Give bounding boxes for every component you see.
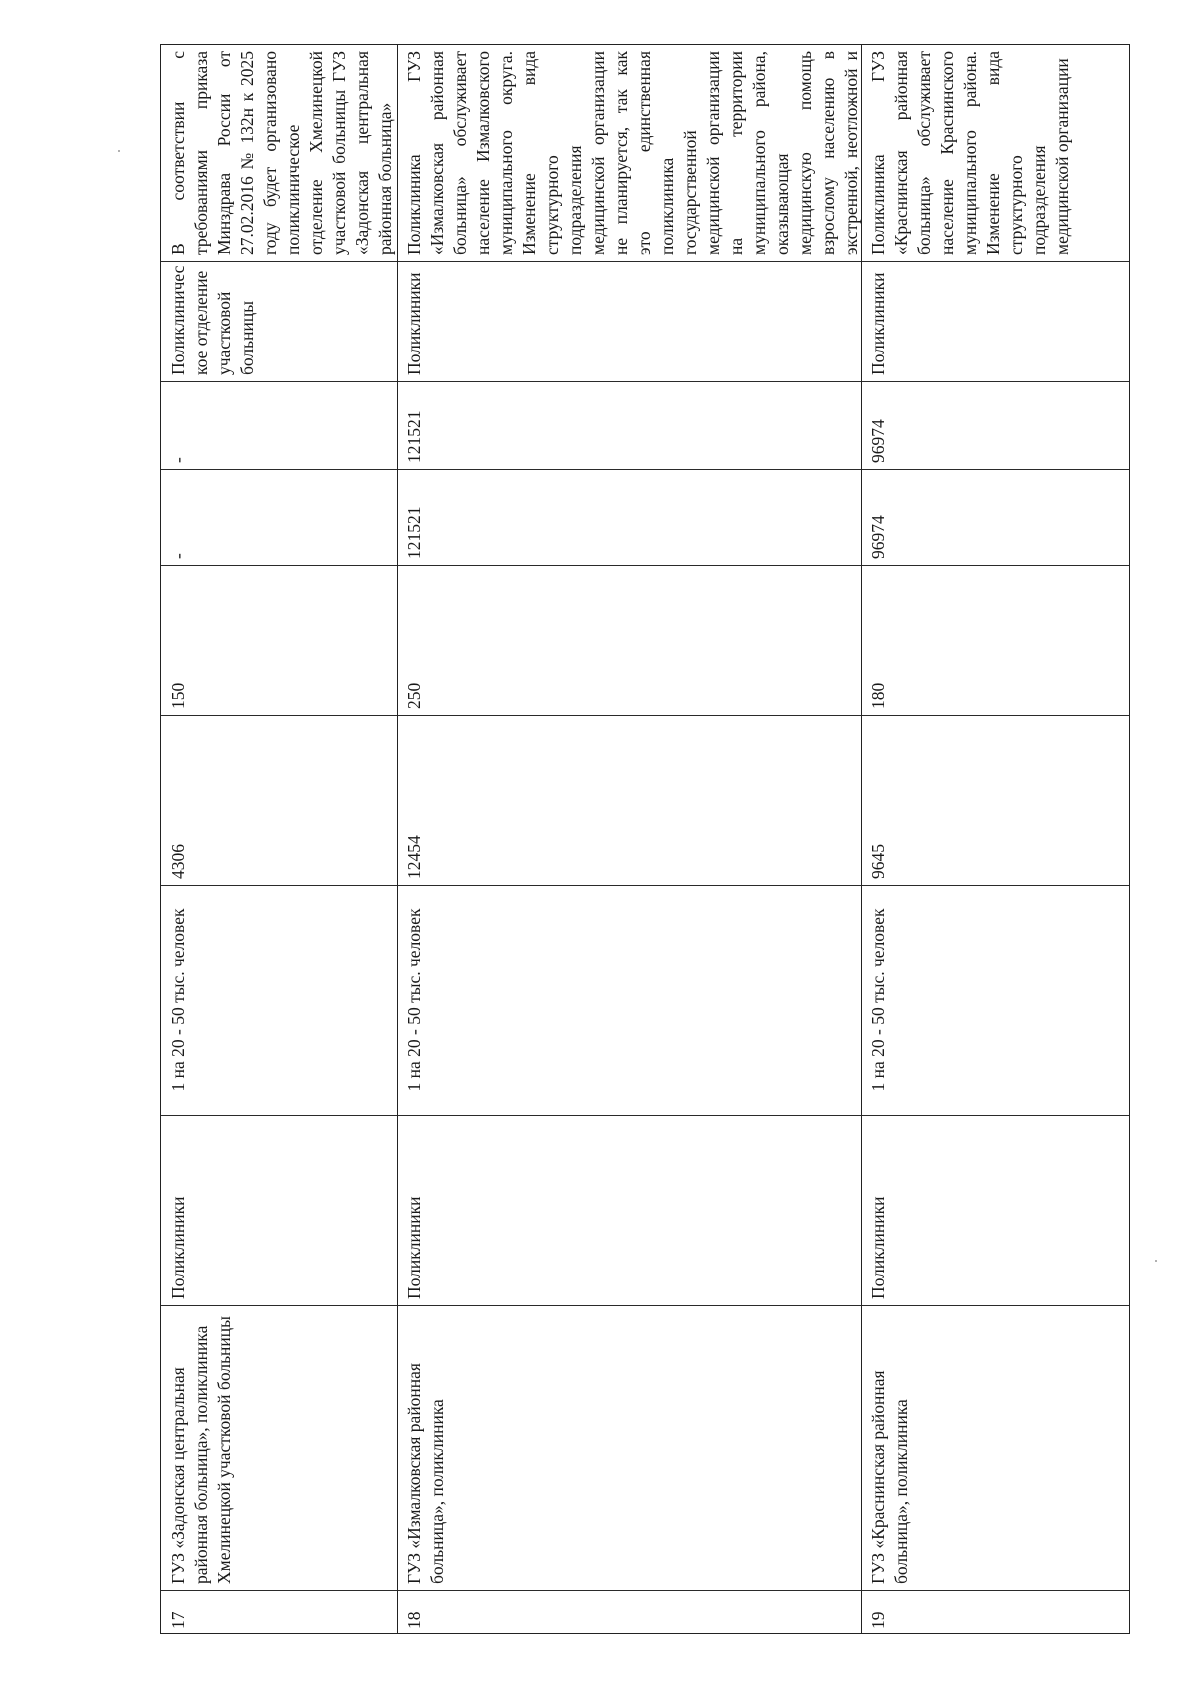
table-cell-visits [161, 565, 397, 715]
scan-speck [118, 150, 120, 152]
scan-speck [1155, 1260, 1157, 1262]
table-cell-visits [397, 565, 861, 715]
table-cell-new-type [397, 261, 861, 381]
data-table [160, 44, 1130, 1634]
table-cell-org [161, 1305, 397, 1590]
cell-text: В соответствии с требованиями приказа Минздрава России от 27.02.2016 № 132н к 2025 году будет организовано поликлиническое отделение Хмелинецкой участковой больницы ГУЗ «Задонская центральная районная больница» [168, 51, 395, 255]
cell-text: 1 на 20 - 50 тыс. человек [404, 908, 424, 1092]
cell-text: ГУЗ «Задонская центральная районная больница», поликлиника Хмелинецкой участковой больницы [168, 1316, 234, 1584]
cell-text: 150 [168, 682, 188, 709]
table-cell-note [161, 45, 397, 261]
table-cell-v2 [397, 381, 861, 469]
table-cell-norm [161, 885, 397, 1115]
cell-text: Поликлиники [168, 1196, 188, 1299]
cell-text: 19 [868, 1611, 888, 1629]
cell-text: Поликлиника ГУЗ «Краснинская районная больница» обслуживает население Краснинского муниципального района. Изменение вида структурного подразделения медицинской организации [868, 51, 1072, 255]
table-cell-type [861, 1115, 1131, 1305]
table-cell-num [161, 1590, 397, 1635]
table-cell-note [861, 45, 1131, 261]
table-cell-num [861, 1590, 1131, 1635]
cell-text: 1 на 20 - 50 тыс. человек [168, 908, 188, 1092]
table-cell-pop [397, 715, 861, 885]
cell-text: ГУЗ «Краснинская районная больница», поликлиника [868, 1370, 911, 1584]
cell-text: 4306 [168, 844, 188, 879]
table-cell-org [861, 1305, 1131, 1590]
table-cell-new-type [161, 261, 397, 381]
cell-text: 1 на 20 - 50 тыс. человек [868, 908, 888, 1092]
cell-text: - [168, 457, 188, 463]
cell-text: ГУЗ «Измалковская районная больница», поликлиника [404, 1363, 447, 1584]
table-cell-pop [161, 715, 397, 885]
cell-text: Поликлиники [404, 272, 424, 375]
table-cell-v1 [861, 469, 1131, 565]
cell-text: 17 [168, 1611, 188, 1629]
cell-text: 96974 [868, 419, 888, 463]
cell-text: 250 [404, 682, 424, 709]
table-cell-visits [861, 565, 1131, 715]
cell-text: 12454 [404, 835, 424, 879]
table-cell-num [397, 1590, 861, 1635]
cell-text: 96974 [868, 515, 888, 559]
table-cell-v2 [861, 381, 1131, 469]
cell-text: 18 [404, 1611, 424, 1629]
table-cell-type [161, 1115, 397, 1305]
cell-text: - [168, 553, 188, 559]
table-cell-norm [861, 885, 1131, 1115]
table-cell-new-type [861, 261, 1131, 381]
table-cell-note [397, 45, 861, 261]
table-cell-pop [861, 715, 1131, 885]
cell-text: 121521 [404, 506, 424, 559]
cell-text: 9645 [868, 844, 888, 879]
cell-text: Поликлиники [868, 272, 888, 375]
table-cell-org [397, 1305, 861, 1590]
cell-text: 180 [868, 682, 888, 709]
cell-text: Поликлиничес кое отделение участковой больницы [168, 265, 257, 375]
cell-text: 121521 [404, 410, 424, 463]
table-cell-v1 [397, 469, 861, 565]
table-cell-v1 [161, 469, 397, 565]
cell-text: Поликлиники [868, 1196, 888, 1299]
cell-text: Поликлиника ГУЗ «Измалковская районная больница» обслуживает население Измалковского муниципального округа. Изменение вида структурного подразделения медицинской организации не планируется, так как это единственная поликлиника государственной медицинской организации на территории муниципального района, оказывающая медицинскую помощь взрослому населению в экстренной, неотложной и [404, 51, 861, 255]
table-cell-v2 [161, 381, 397, 469]
cell-text: Поликлиники [404, 1196, 424, 1299]
table-cell-type [397, 1115, 861, 1305]
table-cell-norm [397, 885, 861, 1115]
